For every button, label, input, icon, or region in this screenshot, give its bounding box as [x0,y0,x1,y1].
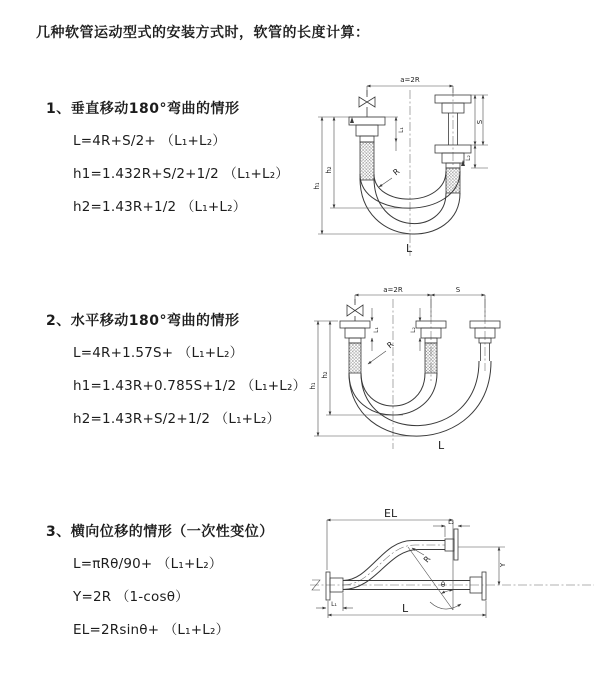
diagram-lateral-displacement [302,503,600,651]
left-fitting [349,117,385,180]
section-3 [46,521,316,651]
length-label: L [406,242,413,255]
dim-h2-label: h₂ [321,371,329,379]
length-label: L [402,602,409,615]
radius-label: R [391,166,402,178]
left-fitting [326,572,343,600]
page-title: 几种软管运动型式的安装方式时，软管的长度计算： [36,25,370,41]
dim-y-label: Y [499,562,507,568]
formula-y: Y=2R （1-cosθ） [73,589,189,605]
formula-h1: h1=1.432R+S/2+1/2 （L₁+L₂） [73,166,290,182]
displaced-hose-curve [343,541,445,590]
right-upper-fitting [445,529,458,560]
dimensions [316,507,507,618]
angle-label: θ [440,581,446,589]
left-fitting [340,321,370,373]
dim-a2r-label: a=2R [383,286,403,294]
dim-l1-label: L₁ [373,327,380,333]
length-label: L [438,439,445,452]
ref-arrow-left [350,117,354,123]
dim-l1-label: L₁ [331,601,337,608]
middle-fitting [416,321,446,373]
formula-h2: h2=1.43R+S/2+1/2 （L₁+L₂） [73,411,281,427]
valve-icon [359,97,375,107]
formula-h2: h2=1.43R+1/2 （L₁+L₂） [73,199,247,215]
dimensions [309,286,485,452]
section-1-heading: 1、垂直移动180°弯曲的情形 [46,101,240,117]
dim-l2-label: L₂ [410,327,417,333]
dim-el-label: EL [384,507,398,520]
dim-s-label: S [476,119,484,125]
dim-l1-label: L₁ [398,127,405,133]
radius-construction-line [408,547,453,610]
centerlines [367,88,453,256]
dim-s-label: S [455,286,461,294]
formula-length: L=4R+S/2+ （L₁+L₂） [73,133,227,149]
diagram-horizontal-180-bend [308,281,596,456]
radius-label: R [421,554,433,565]
centerlines [310,545,594,590]
dim-a2r-label: a=2R [400,76,420,84]
dim-l2-label: L₂ [465,155,472,161]
centerlines [355,299,485,449]
formula-length: L=πRθ/90+ （L₁+L₂） [73,556,223,572]
radius-label: R [385,339,396,351]
formula-el: EL=2Rsinθ+ （L₁+L₂） [73,622,230,638]
dim-h2-label: h₂ [325,166,333,174]
dim-l2-label: L₂ [448,519,454,526]
section-3-heading: 3、横向位移的情形（一次性变位） [46,524,274,540]
hose-curves [349,361,491,436]
section-1 [46,98,316,228]
dim-h1-label: h₁ [309,382,317,390]
diagram-vertical-180-bend [312,70,592,260]
section-2-heading: 2、水平移动180°弯曲的情形 [46,313,240,329]
right-lower-fitting [470,572,486,600]
valve-icon [347,305,363,316]
dim-h1-label: h₁ [313,182,321,190]
section-2 [46,310,316,440]
formula-h1: h1=1.43R+0.785S+1/2 （L₁+L₂） [73,378,307,394]
formula-length: L=4R+1.57S+ （L₁+L₂） [73,345,244,361]
